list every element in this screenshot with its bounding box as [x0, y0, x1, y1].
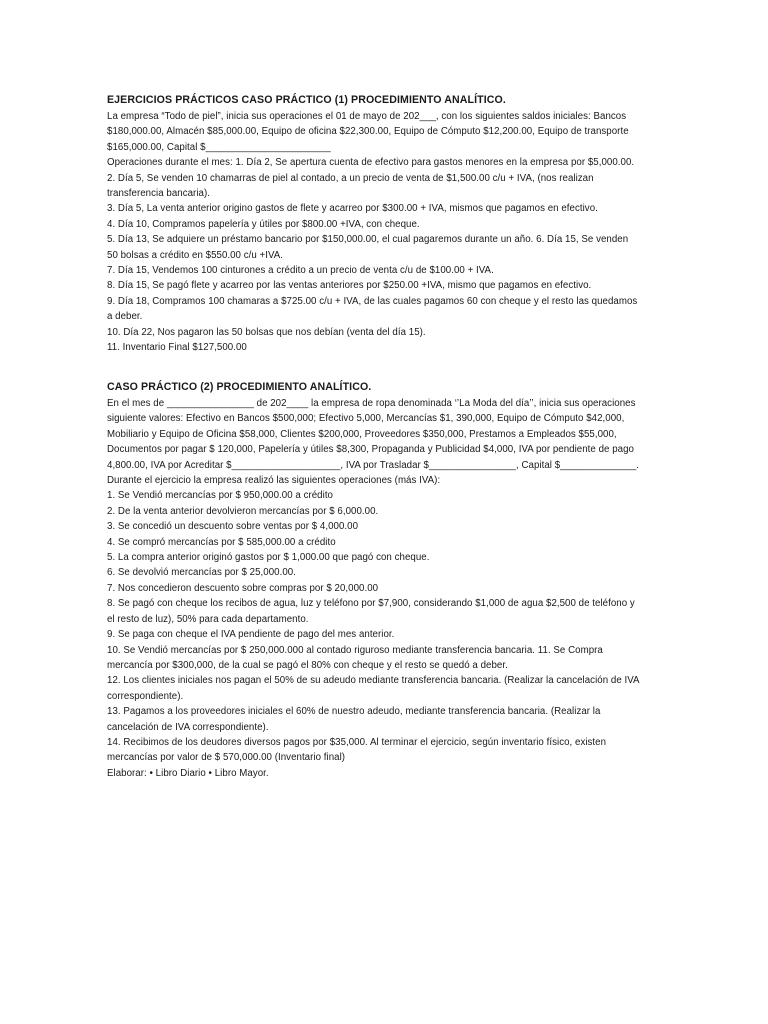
text-line: a deber. — [107, 311, 143, 323]
text-line: Elaborar: • Libro Diario • Libro Mayor. — [107, 767, 269, 779]
text-line: 10. Día 22, Nos pagaron las 50 bolsas que nos debían (venta del día 15). — [107, 326, 426, 338]
text-line: el resto de luz), 50% para cada departamento. — [107, 613, 309, 625]
text-line: cancelación de IVA correspondiente). — [107, 721, 269, 733]
case-study-2-title: CASO PRÁCTICO (2) PROCEDIMIENTO ANALÍTICO. — [107, 381, 372, 393]
text-line: mercancías por valor de $ 570,000.00 (Inventario final) — [107, 752, 346, 764]
text-line: $165,000.00, Capital $_______________________ — [107, 141, 331, 153]
text-line: 9. Día 18, Compramos 100 chamaras a $725.00 c/u + IVA, de las cuales pagamos 60 con cheque y el resto las quedamos — [107, 295, 638, 307]
text-line: Mobiliario y Equipo de Oficina $58,000, Clientes $200,000, Proveedores $350,000, Prestamos a Empleados $55,000, — [107, 428, 617, 440]
case-study-1-body — [107, 109, 667, 356]
case-study-1-title: EJERCICIOS PRÁCTICOS CASO PRÁCTICO (1) PROCEDIMIENTO ANALÍTICO. — [107, 94, 506, 106]
text-line: 13. Pagamos a los proveedores iniciales el 60% de nuestro adeudo, mediante transferencia bancaria. (Realizar la — [107, 706, 601, 718]
text-line: 3. Se concedió un descuento sobre ventas por $ 4,000.00 — [107, 521, 359, 533]
text-line: siguiente valores: Efectivo en Bancos $500,000; Efectivo 5,000, Mercancías $1, 390,000, Equipo de Cómputo $42,000, — [107, 413, 625, 425]
text-line: 11. Inventario Final $127,500.00 — [107, 342, 247, 354]
case-study-2-body — [107, 396, 667, 781]
text-line: 14. Recibimos de los deudores diversos pagos por $35,000. Al terminar el ejercicio, según inventario físico, existen — [107, 736, 607, 748]
text-line: En el mes de ________________ de 202____ la empresa de ropa denominada ‘’La Moda del día’’, inicia sus operaciones — [107, 398, 636, 409]
text-line: 5. La compra anterior originó gastos por $ 1,000.00 que pagó con cheque. — [107, 552, 430, 564]
text-line: 7. Día 15, Vendemos 100 cinturones a crédito a un precio de venta c/u de $100.00 + IVA. — [107, 265, 494, 277]
text-line: 4. Día 10, Compramos papelería y útiles por $800.00 +IVA, con cheque. — [107, 218, 420, 230]
text-line: Operaciones durante el mes: 1. Día 2, Se apertura cuenta de efectivo para gastos menores en la empresa por $5,000.00. — [107, 157, 635, 169]
text-line: 2. De la venta anterior devolvieron mercancías por $ 6,000.00. — [107, 505, 379, 517]
text-line: 1. Se Vendió mercancías por $ 950,000.00 a crédito — [107, 490, 333, 502]
text-line: 4,800.00, IVA por Acreditar $____________________, IVA por Trasladar $________________, Capital $______________. — [107, 459, 640, 471]
text-line: Documentos por pagar $ 120,000, Papelería y útiles $8,300, Propaganda y Publicidad $4,000, IVA por pendiente de pago — [107, 444, 634, 456]
text-line: Durante el ejercicio la empresa realizó las siguientes operaciones (más IVA): — [107, 475, 441, 487]
text-line: transferencia bancaria). — [107, 188, 210, 200]
text-line: La empresa “Todo de piel”, inicia sus operaciones el 01 de mayo de 202___, con los siguientes saldos iniciales: Bancos — [107, 111, 627, 122]
text-line: 2. Día 5, Se venden 10 chamarras de piel al contado, a un precio de venta de $1,500.00 c/u + IVA, (nos realizan — [107, 172, 594, 184]
text-line: 10. Se Vendió mercancías por $ 250,000.000 al contado riguroso mediante transferencia bancaria. 11. Se Compra — [107, 644, 603, 656]
text-line: 12. Los clientes iniciales nos pagan el 50% de su adeudo mediante transferencia bancaria. (Realizar la cancelación de IVA — [107, 675, 640, 687]
text-line: correspondiente). — [107, 690, 184, 702]
text-line: 6. Se devolvió mercancías por $ 25,000.00. — [107, 567, 296, 579]
text-line: 9. Se paga con cheque el IVA pendiente de pago del mes anterior. — [107, 629, 395, 641]
text-line: 8. Día 15, Se pagó flete y acarreo por las ventas anteriores por $250.00 +IVA, mismo que pagamos en efectivo. — [107, 280, 592, 292]
text-line: 50 bolsas a crédito en $550.00 c/u +IVA. — [107, 249, 284, 261]
text-line: 4. Se compró mercancías por $ 585,000.00 a crédito — [107, 536, 336, 548]
text-line: $180,000.00, Almacén $85,000.00, Equipo de oficina $22,300.00, Equipo de Cómputo $12,200.00, Equipo de transporte — [107, 126, 629, 138]
text-line: 5. Día 13, Se adquiere un préstamo bancario por $150,000.00, el cual pagaremos durante un año. 6. Día 15, Se venden — [107, 234, 629, 246]
text-line: 3. Día 5, La venta anterior origino gastos de flete y acarreo por $300.00 + IVA, mismos que pagamos en efectivo. — [107, 203, 598, 215]
text-line: 8. Se pagó con cheque los recibos de agua, luz y teléfono por $7,900, considerando $1,000 de agua $2,500 de teléfono y — [107, 598, 635, 610]
case-study-2 — [107, 379, 667, 781]
text-line: 7. Nos concedieron descuento sobre compras por $ 20,000.00 — [107, 582, 379, 594]
text-line: mercancía por $300,000, de la cual se pagó el 80% con cheque y el resto se quedó a deber. — [107, 659, 508, 671]
case-study-1 — [107, 92, 667, 356]
